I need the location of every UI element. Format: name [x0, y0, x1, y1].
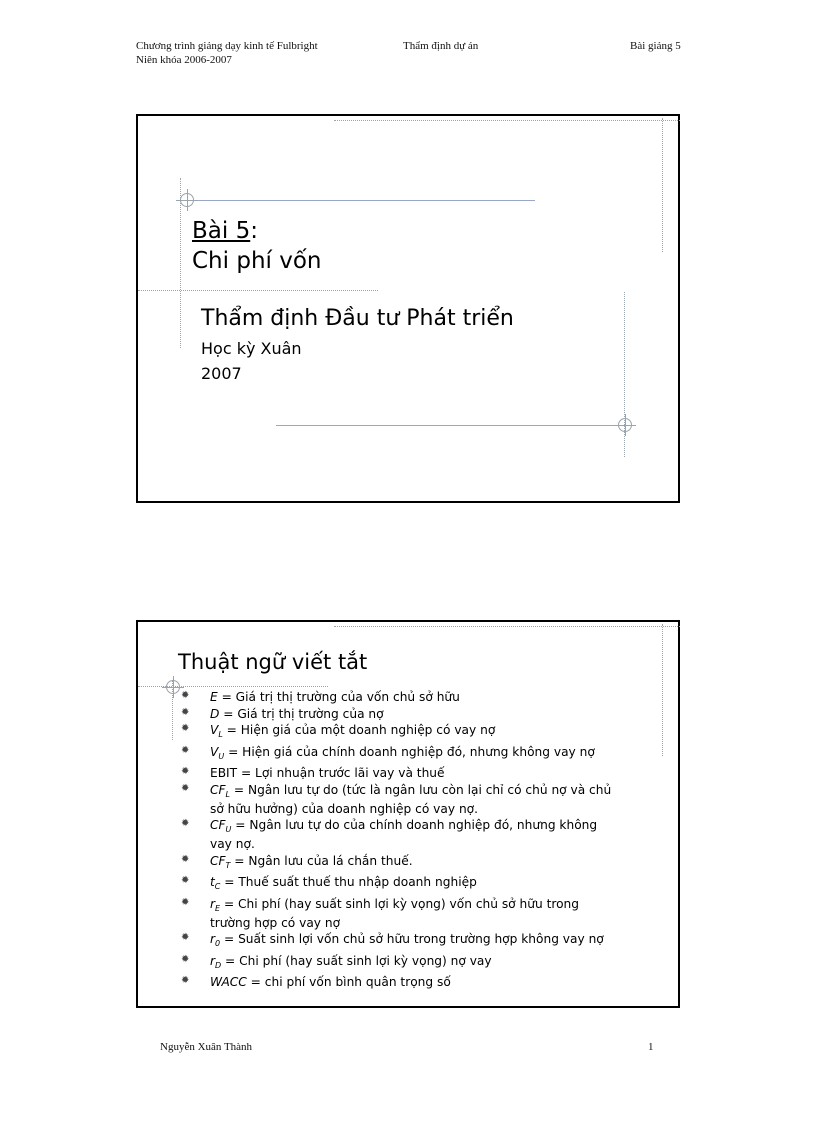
header-year: Niên khóa 2006-2007	[136, 54, 232, 66]
decor-line	[662, 118, 663, 252]
term-definition: = Giá trị thị trường của nợ	[219, 706, 384, 721]
decor-line	[180, 200, 535, 201]
term-symbol: WACC	[210, 975, 247, 989]
bullet-icon	[182, 710, 190, 718]
bullet-icon	[182, 900, 190, 908]
term-definition: = Ngân lưu của lá chắn thuế.	[230, 853, 413, 868]
course-name: Thẩm định Đầu tư Phát triển	[201, 306, 514, 331]
term-symbol: V	[210, 744, 219, 759]
decor-line	[334, 626, 680, 627]
bullet-icon	[182, 786, 190, 794]
decor-line	[138, 290, 378, 291]
bullet-icon	[182, 693, 190, 701]
bullet-icon	[182, 857, 190, 865]
bullet-icon	[182, 957, 190, 965]
slide-title	[136, 114, 680, 503]
term-subscript: E	[215, 903, 221, 913]
term-definition: = Chi phí (hay suất sinh lợi kỳ vọng) nợ vay	[221, 953, 492, 968]
footer-author: Nguyễn Xuân Thành	[160, 1041, 253, 1053]
term-symbol: CF	[210, 853, 226, 868]
term-subscript: T	[225, 860, 231, 870]
term-subscript: 0	[215, 939, 221, 948]
term-item	[182, 875, 622, 894]
header-lecture: Bài giảng 5	[630, 40, 681, 52]
term-definition: = Ngân lưu tự do của chính doanh nghiệp đó, nhưng không vay nợ.	[210, 818, 598, 851]
bullet-icon	[182, 878, 190, 886]
slide-subtitle: Chi phí vốn	[192, 248, 322, 274]
term-definition: = Giá trị thị trường của vốn chủ sở hữu	[217, 690, 460, 704]
term-item	[182, 690, 622, 704]
term-item	[182, 818, 622, 851]
term-symbol: E	[210, 690, 218, 704]
term-item	[182, 745, 622, 764]
page-number: 1	[648, 1041, 654, 1053]
slide-terms	[136, 620, 680, 1008]
course-block	[201, 304, 514, 386]
term-definition: = Chi phí (hay suất sinh lợi kỳ vọng) vốn chủ sở hữu trong trường hợp có vay nợ	[210, 896, 580, 930]
term-item	[182, 954, 622, 973]
title-colon: :	[250, 218, 258, 244]
term-subscript: U	[218, 751, 225, 761]
bullet-icon	[182, 978, 190, 986]
term-symbol: r	[210, 896, 216, 911]
term-symbol: CF	[210, 782, 226, 797]
term-subscript: U	[225, 825, 232, 834]
term-subscript: L	[225, 789, 230, 799]
term-definition: = chi phí vốn bình quân trọng số	[246, 975, 451, 989]
decor-line	[276, 425, 636, 426]
terms-list	[182, 690, 622, 992]
slide-heading	[192, 216, 321, 276]
term-definition: = Suất sinh lợi vốn chủ sở hữu trong trường hợp không vay nợ	[220, 932, 604, 946]
term-symbol: D	[210, 706, 220, 721]
semester: Học kỳ Xuân	[201, 339, 302, 358]
term-item	[182, 783, 622, 816]
lesson-link[interactable]: Bài 5	[192, 218, 251, 244]
bullet-icon	[182, 821, 190, 829]
term-symbol: r	[210, 953, 216, 968]
term-item	[182, 707, 622, 721]
term-definition: = Hiện giá của chính doanh nghiệp đó, nhưng không vay nợ	[224, 744, 595, 759]
bullet-icon	[182, 935, 190, 943]
term-item	[182, 932, 622, 951]
bullet-icon	[182, 726, 190, 734]
term-item	[182, 854, 622, 873]
crosshair-icon	[618, 418, 632, 432]
term-symbol: t	[210, 875, 215, 889]
term-item	[182, 766, 622, 780]
term-symbol: r	[210, 932, 216, 946]
crosshair-icon	[180, 193, 194, 207]
slide-title: Thuật ngữ viết tắt	[178, 650, 368, 674]
term-item	[182, 897, 622, 930]
bullet-icon	[182, 748, 190, 756]
term-item	[182, 975, 622, 989]
term-subscript: C	[214, 882, 221, 891]
term-definition: EBIT = Lợi nhuận trước lãi vay và thuế	[210, 766, 445, 780]
slide-year: 2007	[201, 364, 242, 383]
bullet-icon	[182, 769, 190, 777]
term-item	[182, 723, 622, 742]
term-symbol: CF	[210, 818, 226, 832]
header-course: Thẩm định dự án	[403, 40, 479, 52]
term-subscript: D	[215, 960, 222, 970]
term-definition: = Hiện giá của một doanh nghiệp có vay nợ	[222, 723, 496, 737]
term-subscript: L	[218, 730, 223, 739]
crosshair-icon	[166, 680, 180, 694]
term-symbol: V	[210, 723, 219, 737]
term-definition: = Thuế suất thuế thu nhập doanh nghiệp	[220, 875, 477, 889]
decor-line	[662, 624, 663, 756]
header-program: Chương trình giảng dạy kinh tế Fulbright	[136, 40, 318, 52]
decor-line	[334, 120, 680, 121]
term-definition: = Ngân lưu tự do (tức là ngân lưu còn lại chỉ có chủ nợ và chủ sở hữu hưởng) của doanh nghiệp có vay nợ.	[210, 782, 612, 816]
